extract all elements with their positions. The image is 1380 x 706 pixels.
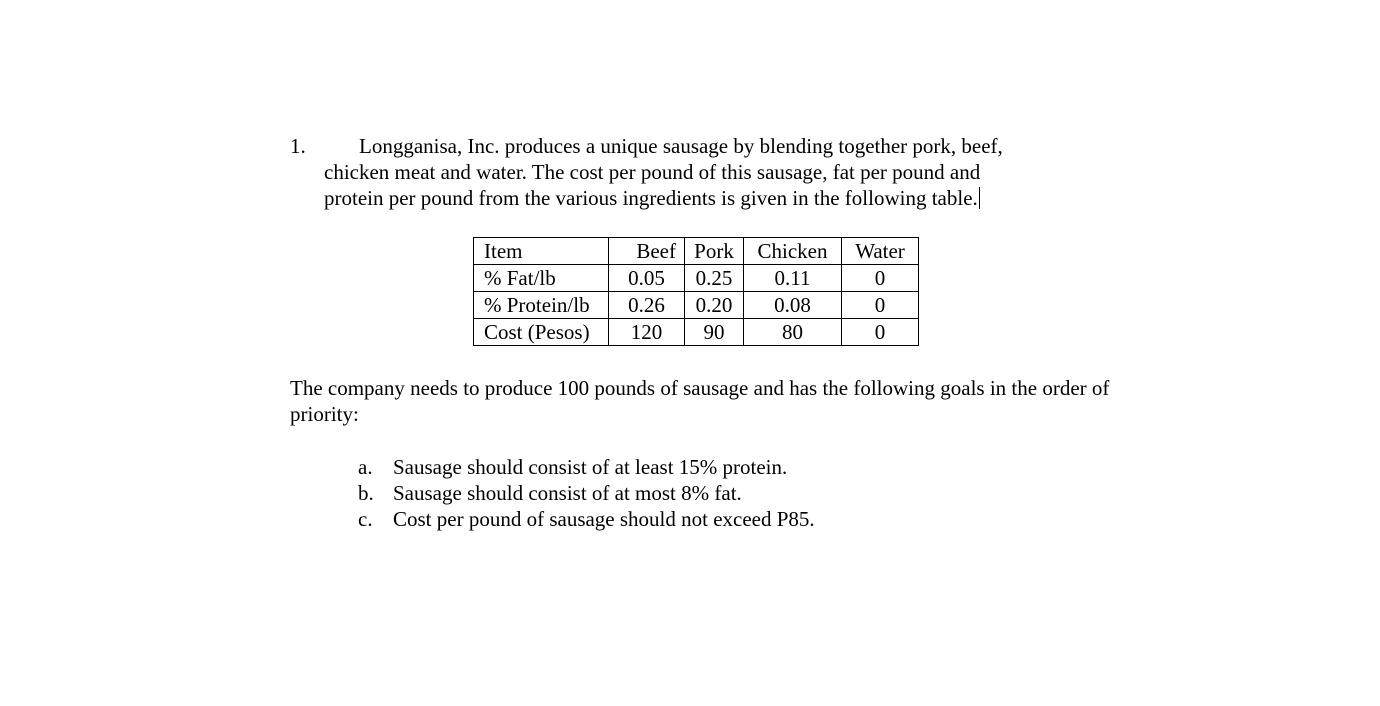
table-cell: 80 [744,319,842,346]
table-cell: Cost (Pesos) [474,319,609,346]
table-cell: 0.11 [744,265,842,292]
table-cell: 0.26 [609,292,685,319]
list-marker: a. [358,455,373,479]
table-row [474,319,919,346]
table-row [474,292,919,319]
intro-line: Longganisa, Inc. produces a unique sausage by blending together pork, beef, [359,134,1003,158]
goals-paragraph: The company needs to produce 100 pounds of sausage and has the following goals in the order of priority: [290,376,1110,426]
table-cell: % Fat/lb [474,265,609,292]
intro-line: chicken meat and water. The cost per pound of this sausage, fat per pound and [324,160,981,184]
goals-list [358,454,815,532]
question-number: 1. [290,134,306,158]
intro-line [324,185,1084,211]
list-item-text: Sausage should consist of at most 8% fat. [393,481,742,505]
list-item [358,506,815,532]
list-marker: c. [358,507,373,531]
ingredient-table [473,237,919,346]
list-item-text: Sausage should consist of at least 15% protein. [393,455,788,479]
table-header-cell: Item [474,238,609,265]
list-item [358,480,815,506]
intro-line-text: protein per pound from the various ingredients is given in the following table. [324,186,978,210]
table-header-cell: Beef [609,238,685,265]
table-header-cell: Pork [685,238,744,265]
table-cell: 0.05 [609,265,685,292]
table-cell: 120 [609,319,685,346]
table-cell: 0.20 [685,292,744,319]
table-cell: % Protein/lb [474,292,609,319]
table-cell: 0 [842,265,919,292]
table-cell: 0.08 [744,292,842,319]
text-cursor [979,187,980,209]
list-marker: b. [358,481,374,505]
list-item-text: Cost per pound of sausage should not exceed P85. [393,507,815,531]
table-cell: 0 [842,292,919,319]
question-intro [324,133,1084,211]
table-header-row [474,238,919,265]
table-row [474,265,919,292]
table-header-cell: Chicken [744,238,842,265]
table-header-cell: Water [842,238,919,265]
table-cell: 0.25 [685,265,744,292]
table-cell: 90 [685,319,744,346]
list-item [358,454,815,480]
table-cell: 0 [842,319,919,346]
